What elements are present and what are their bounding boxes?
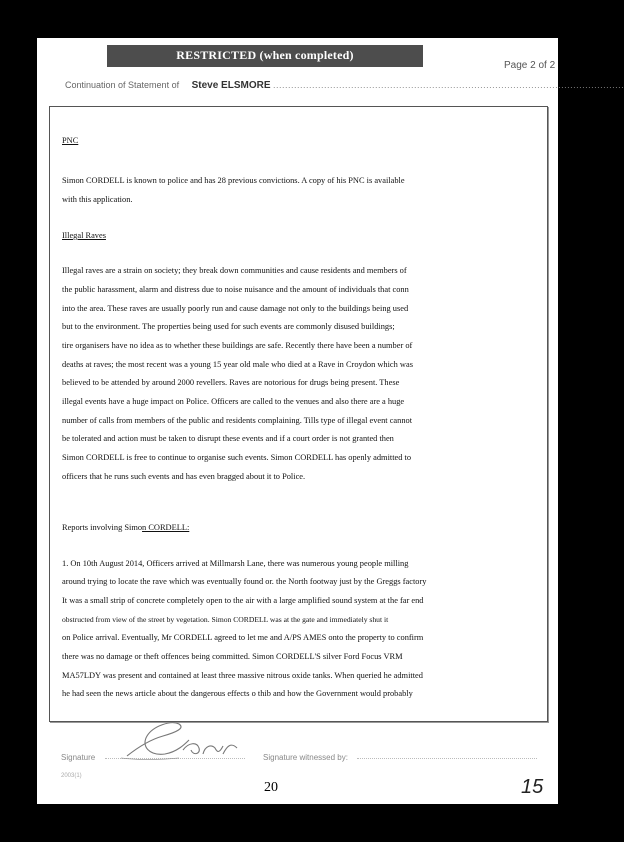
witness-line (357, 758, 537, 759)
body-line: illegal events have a huge impact on Police. Officers are called to the venues and also there are a huge (62, 397, 405, 406)
body-line: 1. On 10th August 2014, Officers arrived at Millmarsh Lane, there was numerous young people milling (62, 559, 409, 568)
restricted-banner (107, 45, 423, 67)
body-line: be tolerated and action must be taken to disrupt these events and if a court order is not granted then (62, 434, 394, 443)
body-line: there was no damage or theft offences being committed. Simon CORDELL'S silver Ford Focus VRM (62, 652, 403, 661)
body-line: officers that he runs such events and has even bragged about it to Police. (62, 472, 306, 481)
form-code: 2003(1) (61, 773, 82, 779)
body-line: obstructed from view of the street by vegetation. Simon CORDELL was at the gate and immediately shut it (62, 615, 389, 624)
statement-frame (49, 106, 548, 722)
body-line: with this application. (62, 195, 133, 204)
body-line: Simon CORDELL is known to police and has 28 previous convictions. A copy of his PNC is available (62, 176, 405, 185)
continuation-label: Continuation of Statement of (65, 80, 180, 90)
body-line: but to the environment. The properties being used for such events are commonly disused buildings; (62, 322, 395, 331)
body-line: It was a small strip of concrete completely open to the air with a large amplified sound system at the far end (62, 596, 424, 605)
body-line: Illegal raves are a strain on society; they break down communities and cause residents and members of (62, 266, 407, 275)
dotted-line: ..................................................................................................................... (273, 80, 624, 90)
witnessed-label: Signature witnessed by: (263, 753, 348, 762)
handwritten-signature (119, 718, 249, 766)
reports-heading-prefix: Reports involving Simo (62, 523, 143, 532)
body-line: deaths at raves; the most recent was a young 15 year old male who died at a Rave in Croydon which was (62, 360, 413, 369)
body-line: tire organisers have no idea as to whether these buildings are safe. Recently there have been a number of (62, 341, 413, 350)
page-number: 20 (264, 780, 278, 795)
body-line: the public harassment, alarm and distress due to noise nuisance and the amount of individuals that conn (62, 285, 409, 294)
pnc-heading: PNC (62, 136, 79, 145)
statement-name: Steve ELSMORE (191, 80, 271, 91)
continuation-row (65, 80, 624, 91)
body-line: number of calls from members of the public and residents complaining. Tills type of illegal event cannot (62, 416, 413, 425)
raves-heading: Illegal Raves (62, 231, 106, 240)
banner-text: RESTRICTED (when completed) (176, 48, 354, 62)
signature-label: Signature (61, 753, 96, 762)
reports-heading (62, 523, 189, 532)
body-line: he had seen the news article about the dangerous effects o thib and how the Government would probably (62, 689, 413, 698)
body-line: MA57LDY was present and contained at least three massive nitrous oxide tanks. When queried he admitted (62, 671, 423, 680)
body-line: on Police arrival. Eventually, Mr CORDELL agreed to let me and A/PS AMES onto the property to confirm (62, 633, 424, 642)
body-line: Simon CORDELL is free to continue to organise such events. Simon CORDELL has openly admitted to (62, 453, 412, 462)
body-line: believed to be attended by around 2000 revellers. Raves are notorious for drugs being present. These (62, 378, 400, 387)
handwritten-corner-number: 15 (521, 776, 544, 798)
body-line: around trying to locate the rave which was eventually found or. the North footway just by the Greggs factory (62, 577, 427, 586)
statement-page (37, 38, 624, 804)
page-indicator: Page 2 of 2 (504, 60, 556, 71)
body-line: into the area. These raves are usually poorly run and cause damage not only to the buildings being used (62, 304, 409, 313)
reports-heading-underlined: n CORDELL: (142, 523, 190, 532)
